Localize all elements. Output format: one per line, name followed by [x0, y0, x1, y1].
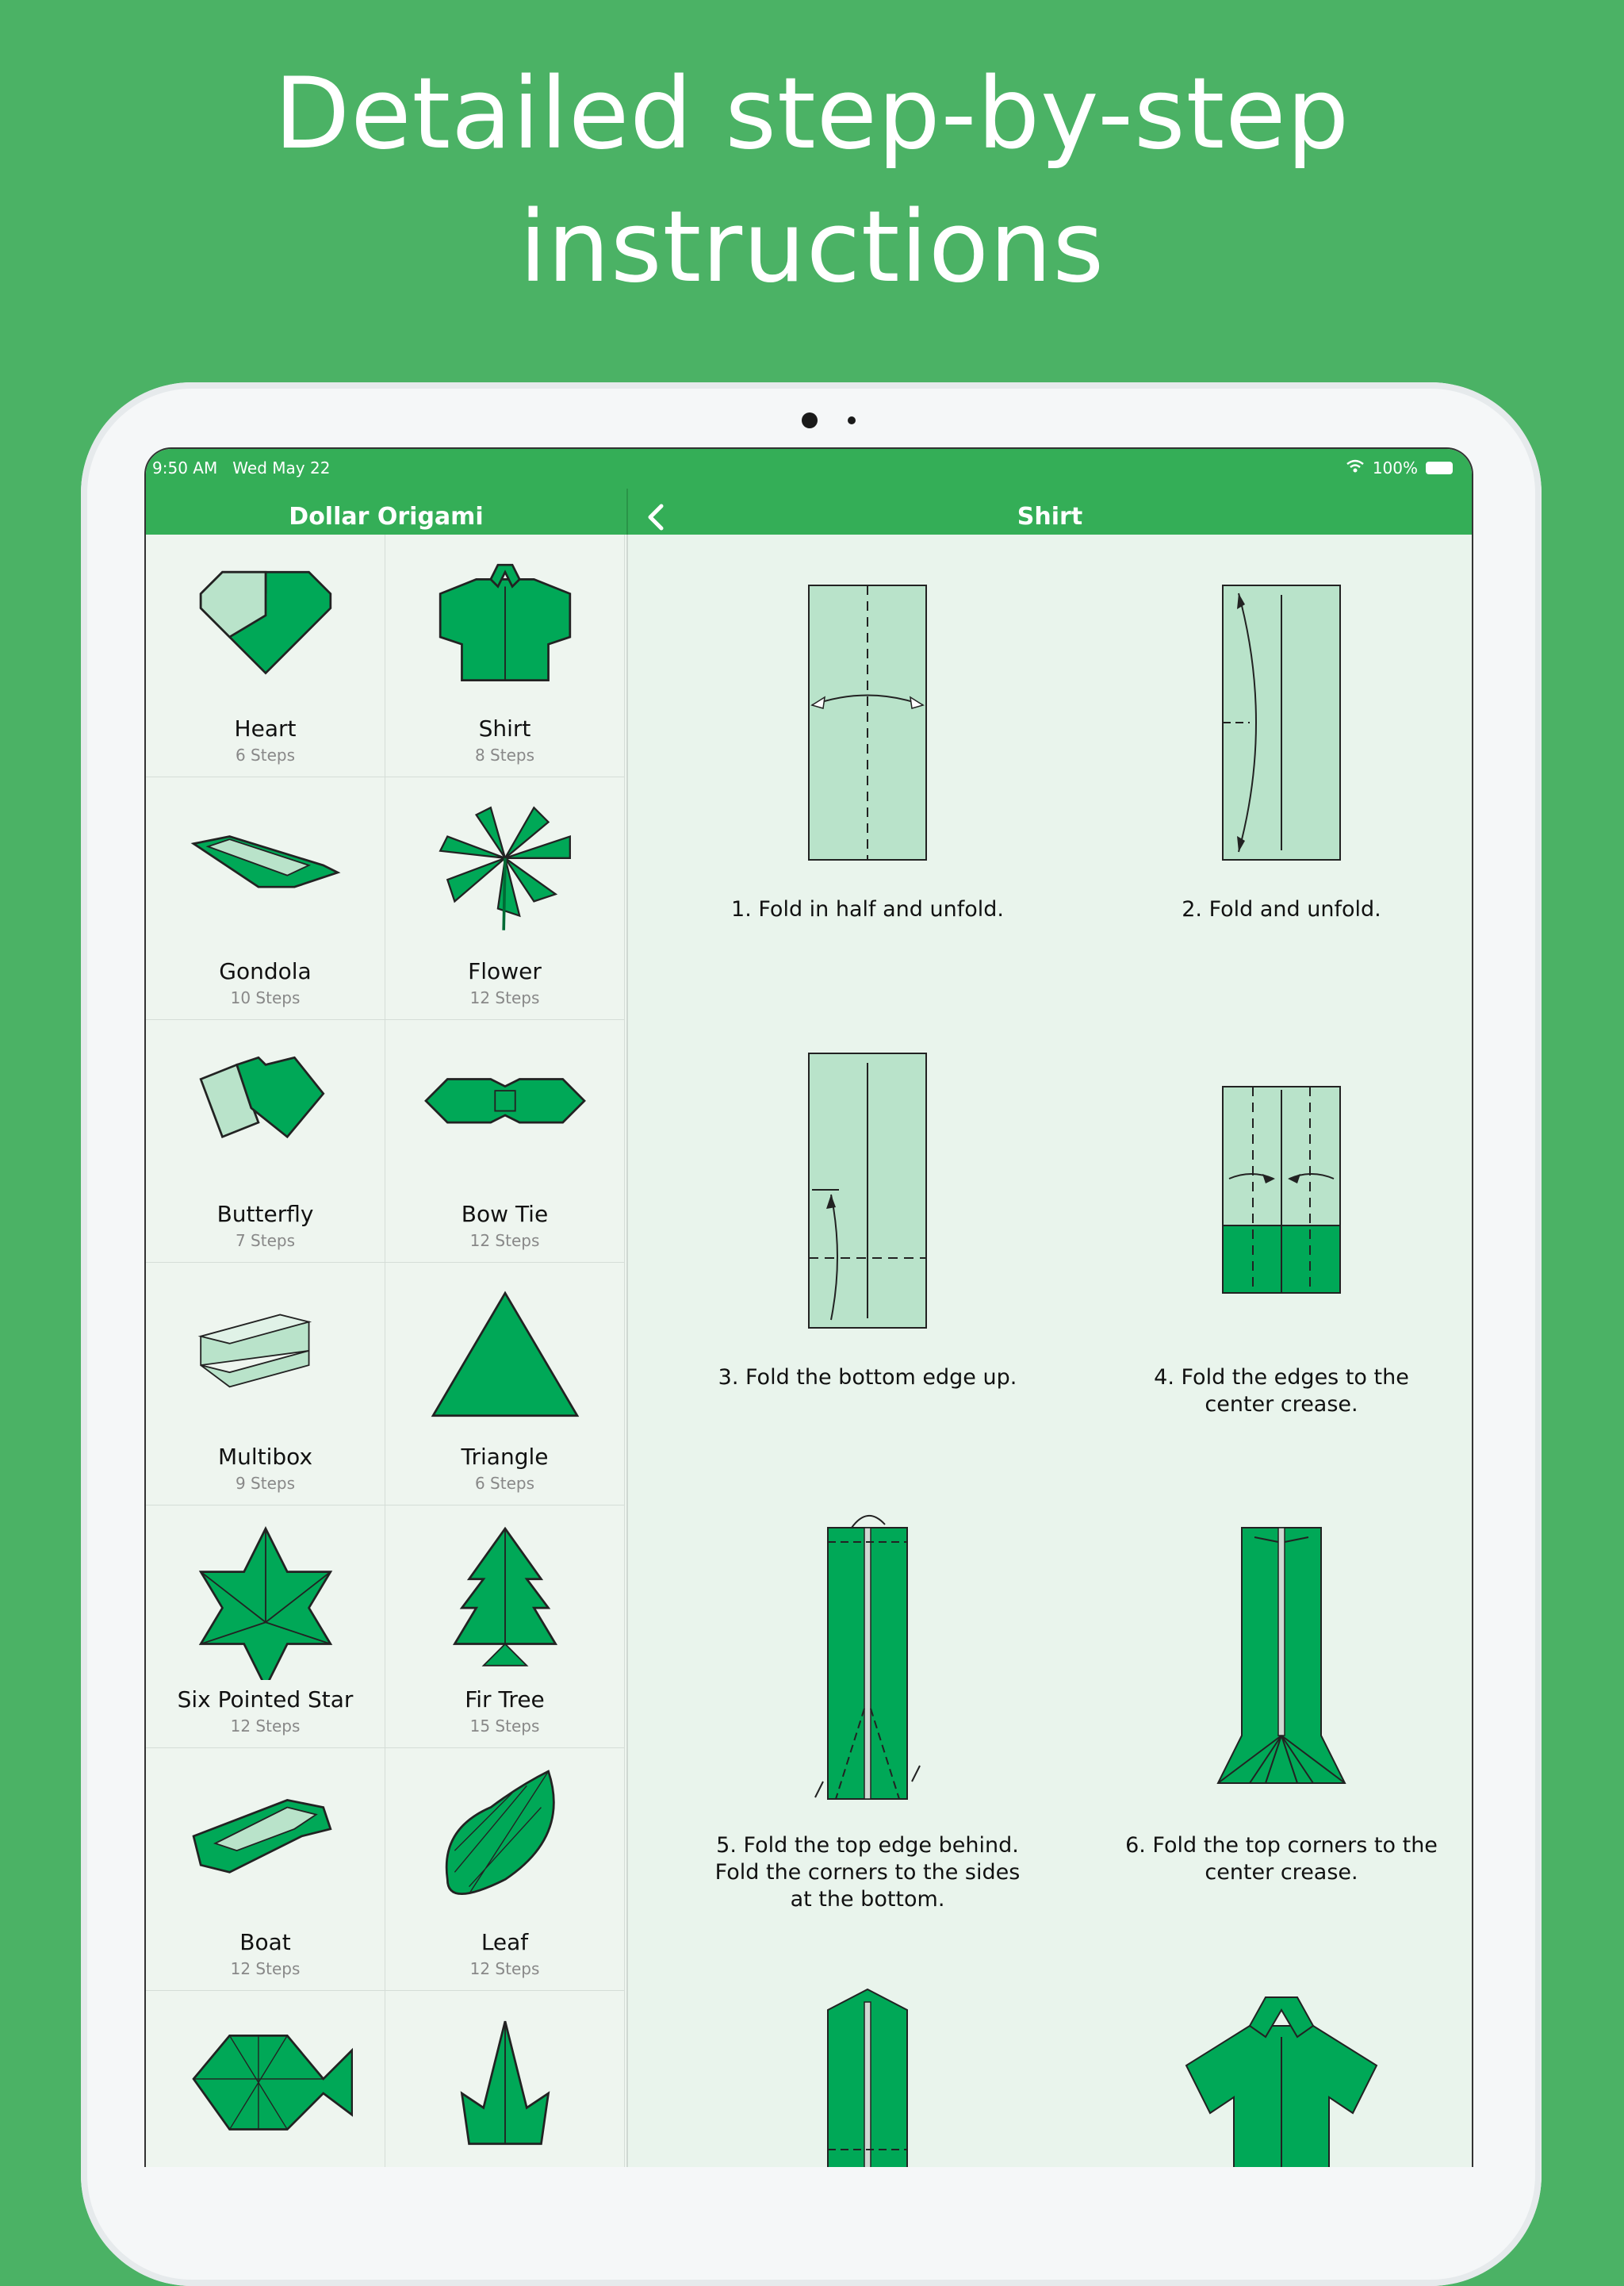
step-1-caption: 1. Fold in half and unfold.: [731, 897, 1004, 922]
model-name: Multibox: [217, 1444, 313, 1470]
model-cell[interactable]: [385, 1748, 625, 1991]
model-cell[interactable]: [385, 535, 625, 777]
leaf-icon: [418, 1764, 592, 1923]
firtree-icon: [418, 1521, 592, 1680]
step-4-diagram: [1202, 1042, 1361, 1344]
star-icon: [178, 1521, 353, 1680]
model-cell[interactable]: [146, 1263, 385, 1505]
step-2-caption: 2. Fold and unfold.: [1182, 897, 1381, 922]
step-8: [1075, 1978, 1473, 2167]
step-6: [1075, 1510, 1473, 1886]
step-6-caption: 6. Fold the top corners to the center crease.: [1125, 1833, 1438, 1885]
status-time: [152, 458, 330, 478]
model-name: Flower: [468, 958, 542, 984]
model-cell[interactable]: [385, 1505, 625, 1748]
sensor-dot: [848, 416, 856, 424]
gondola-icon: [178, 793, 353, 952]
step-5: [661, 1510, 1074, 1913]
status-time-text: 9:50 AM: [152, 458, 218, 478]
step-1-diagram: [788, 574, 947, 876]
model-name: Leaf: [481, 1929, 529, 1955]
shirt-icon: [418, 550, 592, 709]
status-bar: [146, 449, 1472, 489]
model-step-count: 12 Steps: [469, 1231, 540, 1250]
instruction-panel: [628, 535, 1472, 2167]
camera-dot: [802, 412, 818, 428]
triangle-icon: [418, 1279, 592, 1437]
model-name: Boat: [239, 1929, 291, 1955]
step-5-diagram: [788, 1510, 947, 1812]
step-3-diagram: [788, 1042, 947, 1344]
boat-icon: [178, 1764, 353, 1923]
step-2: [1075, 574, 1473, 923]
headline: Detailed step-by-step instructions: [274, 57, 1350, 305]
step-3: [661, 1042, 1074, 1391]
model-step-count: 12 Steps: [230, 1716, 301, 1736]
model-step-count: 9 Steps: [235, 1474, 296, 1493]
master-title: Dollar Origami: [289, 503, 484, 531]
step-7: [661, 1978, 1074, 2167]
model-cell[interactable]: [146, 1748, 385, 1991]
model-cell[interactable]: [146, 1505, 385, 1748]
model-name: Heart: [234, 715, 297, 742]
step-8-diagram: [1155, 1978, 1408, 2167]
model-cell[interactable]: [146, 1020, 385, 1263]
wifi-icon: [1346, 458, 1365, 478]
model-step-count: 6 Steps: [474, 1474, 535, 1493]
step-7-diagram: [788, 1978, 947, 2167]
model-name: Bow Tie: [461, 1201, 549, 1227]
model-cell[interactable]: [146, 1991, 385, 2167]
model-step-count: 12 Steps: [469, 1959, 540, 1978]
step-4: [1075, 1042, 1473, 1418]
battery-percent: 100%: [1372, 458, 1418, 478]
model-grid: [146, 535, 626, 2167]
model-step-count: 8 Steps: [474, 746, 535, 765]
model-cell[interactable]: [146, 777, 385, 1020]
model-step-count: 6 Steps: [235, 746, 296, 765]
step-4-caption: 4. Fold the edges to the center crease.: [1154, 1365, 1409, 1417]
app-screen: [144, 447, 1473, 2167]
step-2-diagram: [1202, 574, 1361, 876]
model-step-count: 12 Steps: [230, 1959, 301, 1978]
model-step-count: 15 Steps: [469, 1716, 540, 1736]
model-name: Fir Tree: [465, 1686, 545, 1713]
model-step-count: 7 Steps: [235, 1231, 296, 1250]
bowtie-icon: [418, 1036, 592, 1195]
step-3-caption: 3. Fold the bottom edge up.: [718, 1365, 1017, 1390]
model-step-count: 12 Steps: [469, 988, 540, 1007]
step-1: [661, 574, 1074, 923]
butterfly-icon: [178, 1036, 353, 1195]
flower-icon: [418, 793, 592, 952]
model-name: Butterfly: [216, 1201, 314, 1227]
step-6-diagram: [1202, 1510, 1361, 1812]
status-date: Wed May 22: [232, 458, 331, 478]
model-name: Shirt: [478, 715, 531, 742]
model-cell[interactable]: [385, 1020, 625, 1263]
model-name: Gondola: [219, 958, 312, 984]
heart-icon: [178, 550, 353, 709]
model-step-count: 10 Steps: [230, 988, 301, 1007]
model-cell[interactable]: [385, 777, 625, 1020]
multibox-icon: [178, 1279, 353, 1437]
status-right: [1346, 458, 1453, 478]
step-5-caption: 5. Fold the top edge behind. Fold the corners to the sides at the bottom.: [714, 1833, 1021, 1912]
battery-icon: [1426, 462, 1453, 474]
model-name: Triangle: [461, 1444, 549, 1470]
spike-icon: [418, 2007, 592, 2165]
model-list: [146, 535, 628, 2167]
detail-title: Shirt: [1017, 503, 1083, 531]
model-cell[interactable]: [146, 535, 385, 777]
model-name: Six Pointed Star: [177, 1686, 354, 1713]
model-cell[interactable]: [385, 1263, 625, 1505]
model-cell[interactable]: [385, 1991, 625, 2167]
fish-icon: [178, 2007, 353, 2165]
